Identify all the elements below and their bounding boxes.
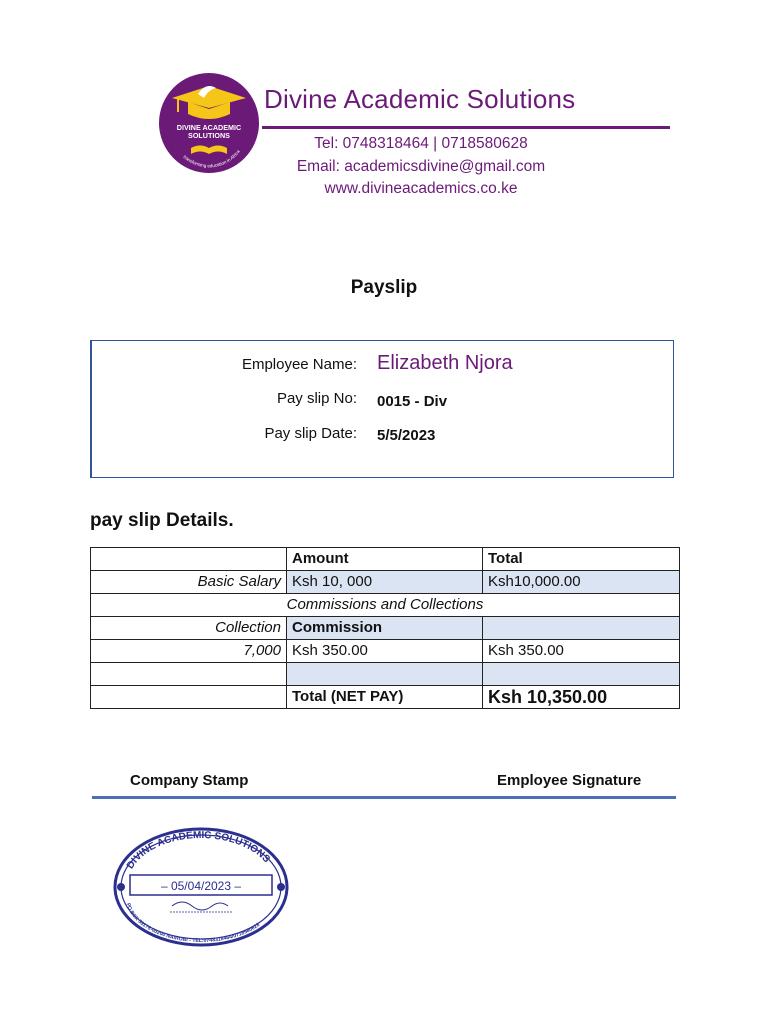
commissions-title: Commissions and Collections: [91, 594, 680, 617]
table-row: [91, 640, 680, 663]
svg-text:DIVINE ACADEMIC SOLUTIONS: DIVINE ACADEMIC SOLUTIONS: [124, 829, 272, 872]
table-cell: [287, 663, 483, 686]
company-logo: [158, 72, 260, 174]
basic-salary-amount: Ksh 10, 000: [287, 571, 483, 594]
collection-label: Collection: [91, 617, 287, 640]
employee-name-label: Employee Name:: [241, 356, 357, 373]
table-cell: [91, 686, 287, 709]
payslip-number-label: Pay slip No:: [276, 390, 357, 407]
company-stamp: [112, 826, 290, 948]
total-header: Total: [483, 548, 680, 571]
svg-text:PO BOX 59178-00200 NAIROBI - T: PO BOX 59178-00200 NAIROBI - TEL:0748318464/0718580628: [124, 902, 262, 945]
net-pay-label: Total (NET PAY): [287, 686, 483, 709]
commission-label: Commission: [287, 617, 483, 640]
title-divider: [262, 126, 670, 129]
svg-text:DIVINE ACADEMIC: DIVINE ACADEMIC: [176, 123, 242, 132]
amount-header: Amount: [287, 548, 483, 571]
payslip-date-value: 5/5/2023: [377, 427, 436, 444]
commission-total: Ksh 350.00: [483, 640, 680, 663]
table-cell: [483, 617, 680, 640]
table-cell: [91, 663, 287, 686]
basic-salary-total: Ksh10,000.00: [483, 571, 680, 594]
net-pay-value: Ksh 10,350.00: [483, 686, 680, 709]
svg-text:– 05/04/2023 –: – 05/04/2023 –: [160, 879, 242, 893]
table-header-row: [91, 548, 680, 571]
contact-website: www.divineacademics.co.ke: [324, 180, 518, 197]
signature-divider: [92, 796, 676, 799]
table-row: [91, 594, 680, 617]
company-stamp-label: Company Stamp: [130, 772, 249, 789]
contact-phone: Tel: 0748318464 | 0718580628: [314, 135, 528, 152]
svg-text:SOLUTIONS: SOLUTIONS: [188, 131, 230, 140]
commission-value: Ksh 350.00: [287, 640, 483, 663]
table-row: [91, 571, 680, 594]
table-cell: [483, 663, 680, 686]
table-row: [91, 617, 680, 640]
table-row: [91, 663, 680, 686]
employee-name-value: Elizabeth Njora: [377, 352, 513, 374]
company-name: Divine Academic Solutions: [264, 84, 576, 114]
details-heading: pay slip Details.: [90, 510, 234, 531]
employee-signature-label: Employee Signature: [497, 772, 642, 789]
payslip-number-value: 0015 - Div: [377, 393, 448, 410]
payslip-details-table: [90, 547, 680, 709]
table-cell: [91, 548, 287, 571]
contact-email: Email: academicsdivine@gmail.com: [296, 158, 546, 175]
svg-text:transforming education in Afri: transforming education in Africa: [182, 148, 241, 169]
basic-salary-label: Basic Salary: [91, 571, 287, 594]
collection-value: 7,000: [91, 640, 287, 663]
net-pay-row: [91, 686, 680, 709]
payslip-date-label: Pay slip Date:: [264, 425, 357, 442]
document-title: Payslip: [350, 277, 418, 298]
